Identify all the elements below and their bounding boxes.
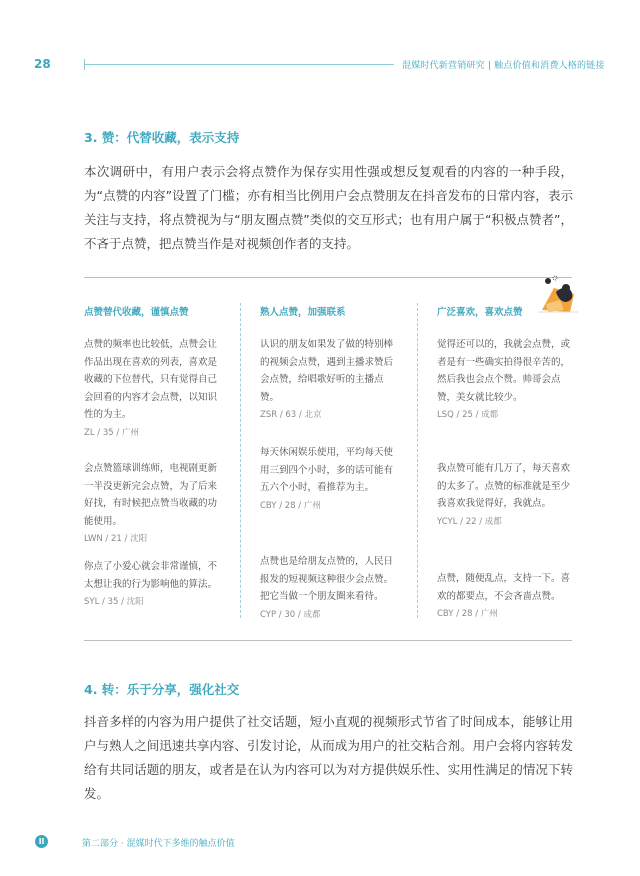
quote-citation: CBY / 28 / 广州 [437,609,498,619]
reading-person-illustration [534,274,582,314]
quote-block [260,553,400,624]
quote-citation: ZL / 35 / 广州 [84,427,139,438]
column-divider [417,303,418,618]
quote-citation: LWN / 21 / 沈阳 [84,534,148,544]
quote-citation: CBY / 28 / 广州 [260,500,321,511]
quote-text: 觉得还可以的，我就会点赞，或者是有一些确实拍得很辛苦的，然后我也会点个赞。帅哥会点赞，美女就比较少。 [437,339,571,403]
quote-citation: SYL / 35 / 沈阳 [84,597,144,607]
running-header-title: 混媒时代新营销研究 | 触点价值和消费人格的链接 [402,61,605,71]
quote-box-bottom-rule [84,640,572,641]
quote-block [84,558,224,612]
quote-block [437,570,577,624]
quote-column-heading-3: 广泛喜欢，喜欢点赞 [437,307,523,318]
quote-block [260,336,400,425]
part-badge: II [35,835,48,848]
quote-block [84,336,224,442]
page-number: 28 [34,57,51,71]
header-rule [84,64,394,65]
quote-citation: ZSR / 63 / 北京 [260,410,322,420]
section-4-body: 抖音多样的内容为用户提供了社交话题，短小直观的视频形式节省了时间成本，能够让用户与熟人之间迅速共享内容、引发讨论，从而成为用户的社交粘合剂。用户会将内容转发给有共同话题的朋友，或者是在认为内容可以为对方提供娱乐性、实用性满足的情况下转发。 [84,714,573,801]
quote-text: 认识的朋友如果发了做的特别棒的视频会点赞，遇到主播求赞后会点赞，给唱歌好听的主播点赞。 [260,339,394,403]
section-4-title: 4. 转：乐于分享，强化社交 [84,682,240,697]
quote-text: 点赞也是给朋友点赞的，人民日报发的短视频这种很少会点赞。把它当做一个朋友圈来看待。 [260,556,394,602]
section-3-title: 3. 赞：代替收藏，表示支持 [84,130,240,145]
quote-column-heading-2: 熟人点赞，加强联系 [260,307,346,318]
quote-citation: LSQ / 25 / 成都 [437,410,499,420]
quote-citation: CYP / 30 / 成都 [260,609,321,620]
quote-text: 我点赞可能有几万了，每天喜欢的太多了。点赞的标准就是至少我喜欢我觉得好，我就点。 [437,463,571,509]
section-3-body: 本次调研中，有用户表示会将点赞作为保存实用性强或想反复观看的内容的一种手段，为“点赞的内容”设置了门槛；亦有相当比例用户会点赞朋友在抖音发布的日常内容，表示关注与支持，将点赞视为与“朋友圈点赞”类似的交互形式；也有用户属于“积极点赞者”，不吝于点赞，把点赞当作是对视频创作者的支持。 [84,164,573,251]
quote-text: 你点了小爱心就会非常谨慎，不太想让我的行为影响他的算法。 [84,561,218,590]
quote-box-top-rule [84,277,572,278]
quote-block [437,460,577,531]
quote-text: 点赞，随便乱点，支持一下。喜欢的都要点，不会吝啬点赞。 [437,573,571,602]
quote-column-heading-1: 点赞替代收藏，谨慎点赞 [84,307,189,318]
quote-block [437,336,577,425]
quote-citation: YCYL / 22 / 成都 [437,516,502,527]
quote-text: 点赞的频率也比较低，点赞会让作品出现在喜欢的列表，喜欢是收藏的下位替代，只有觉得自己会回看的内容才会点赞，以知识性的为主。 [84,339,218,420]
quote-block [84,460,224,549]
footer-section-label: 第二部分 · 混媒时代下多维的触点价值 [82,839,235,849]
column-divider [240,303,241,618]
quote-text: 每天休闲娱乐使用，平均每天使用三到四个小时，多的话可能有五六个小时，看推荐为主。 [260,447,394,493]
quote-text: 会点赞篮球训练师，电视剧更新一半没更新完会点赞，为了后来好找，有时候把点赞当收藏的功能使用。 [84,463,218,527]
quote-block [260,444,400,515]
